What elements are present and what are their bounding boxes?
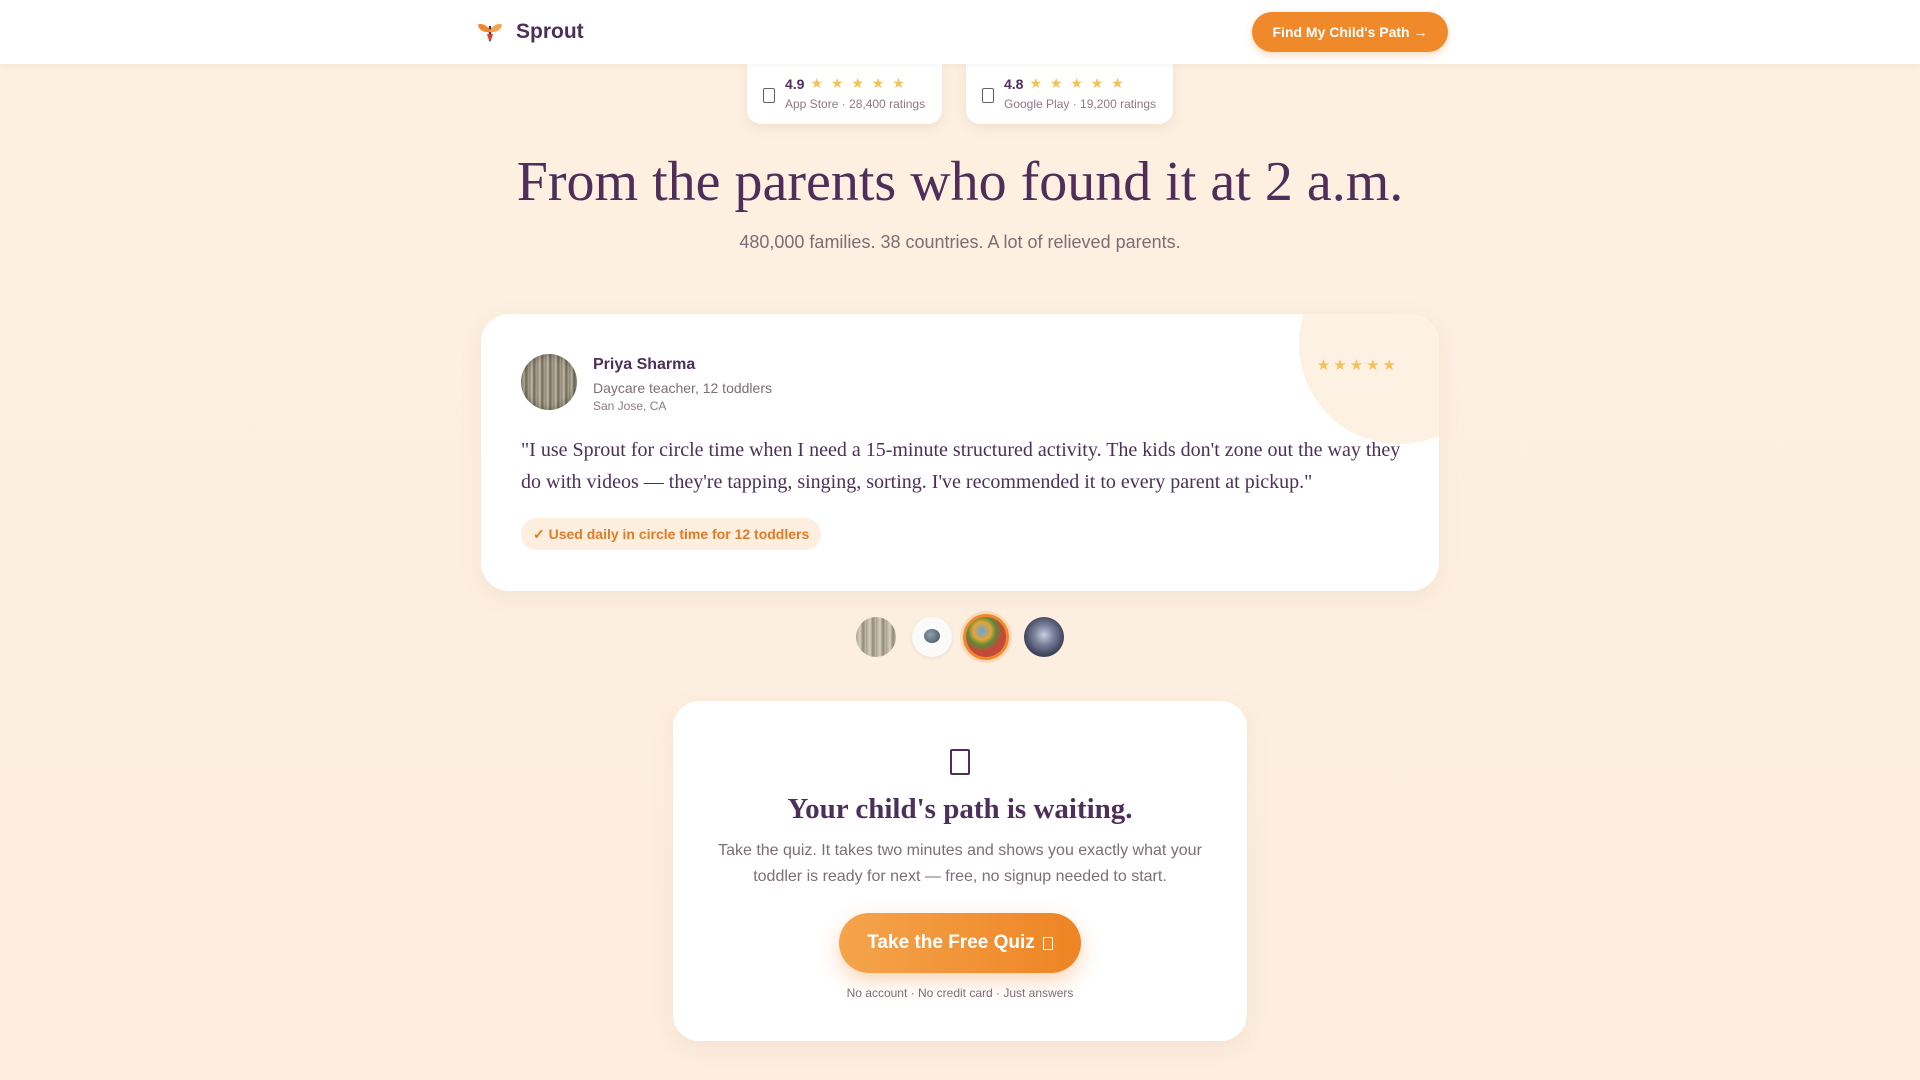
cta-description: Take the quiz. It takes two minutes and shows you exactly what your toddler is ready for next — free, no signup needed to start.: [718, 842, 1202, 885]
rating-source: App Store · 28,400 ratings: [785, 97, 926, 111]
testimonial-stars: ★★★★★: [1316, 357, 1399, 374]
google-play-rating-badge: [966, 62, 1173, 124]
cta-title: Your child's path is waiting.: [787, 793, 1133, 825]
cta-note: No account · No credit card · Just answers: [846, 986, 1074, 1000]
android-icon: [982, 88, 994, 103]
rating-stars: ★ ★ ★ ★ ★: [1029, 75, 1126, 91]
quiz-icon: [1043, 937, 1053, 950]
app-store-rating-badge: [747, 62, 942, 124]
carousel-thumb-1[interactable]: [856, 617, 896, 657]
quiz-cta-card: [673, 701, 1247, 1041]
rating-score: 4.9: [785, 75, 805, 92]
testimonial-author-name: Priya Sharma: [593, 356, 696, 373]
clipboard-icon: [950, 749, 970, 775]
sprout-logo-icon: [476, 18, 504, 46]
take-quiz-button[interactable]: [839, 913, 1081, 973]
testimonial-card: [481, 314, 1439, 591]
take-quiz-label: Take the Free Quiz: [867, 932, 1035, 953]
site-header: [0, 0, 1920, 64]
rating-source: Google Play · 19,200 ratings: [1004, 97, 1157, 111]
avatar: [521, 354, 577, 410]
card-decoration: [1299, 314, 1439, 444]
testimonial-tag: ✓ Used daily in circle time for 12 toddlers: [521, 518, 821, 550]
carousel-thumb-4[interactable]: [1024, 617, 1064, 657]
testimonial-author-location: San Jose, CA: [593, 399, 667, 413]
carousel-thumb-3-active[interactable]: [963, 614, 1009, 660]
rating-score: 4.8: [1004, 75, 1024, 92]
rating-stars: ★ ★ ★ ★ ★: [810, 75, 907, 91]
brand-logo-link[interactable]: [476, 18, 584, 46]
brand-name: Sprout: [516, 20, 584, 43]
apple-icon: [763, 88, 775, 103]
hero-title: From the parents who found it at 2 a.m.: [516, 151, 1404, 213]
testimonial-author-role: Daycare teacher, 12 toddlers: [593, 380, 772, 396]
find-path-button[interactable]: Find My Child's Path →: [1252, 12, 1448, 52]
carousel-thumb-2[interactable]: [912, 617, 952, 657]
testimonial-quote: "I use Sprout for circle time when I need a 15-minute structured activity. The kids don't zone out the way they do with videos — they're tapping, singing, sorting. I've recommended it to every parent at pickup.": [521, 439, 1401, 493]
hero-subtitle: 480,000 families. 38 countries. A lot of relieved parents.: [739, 232, 1181, 252]
